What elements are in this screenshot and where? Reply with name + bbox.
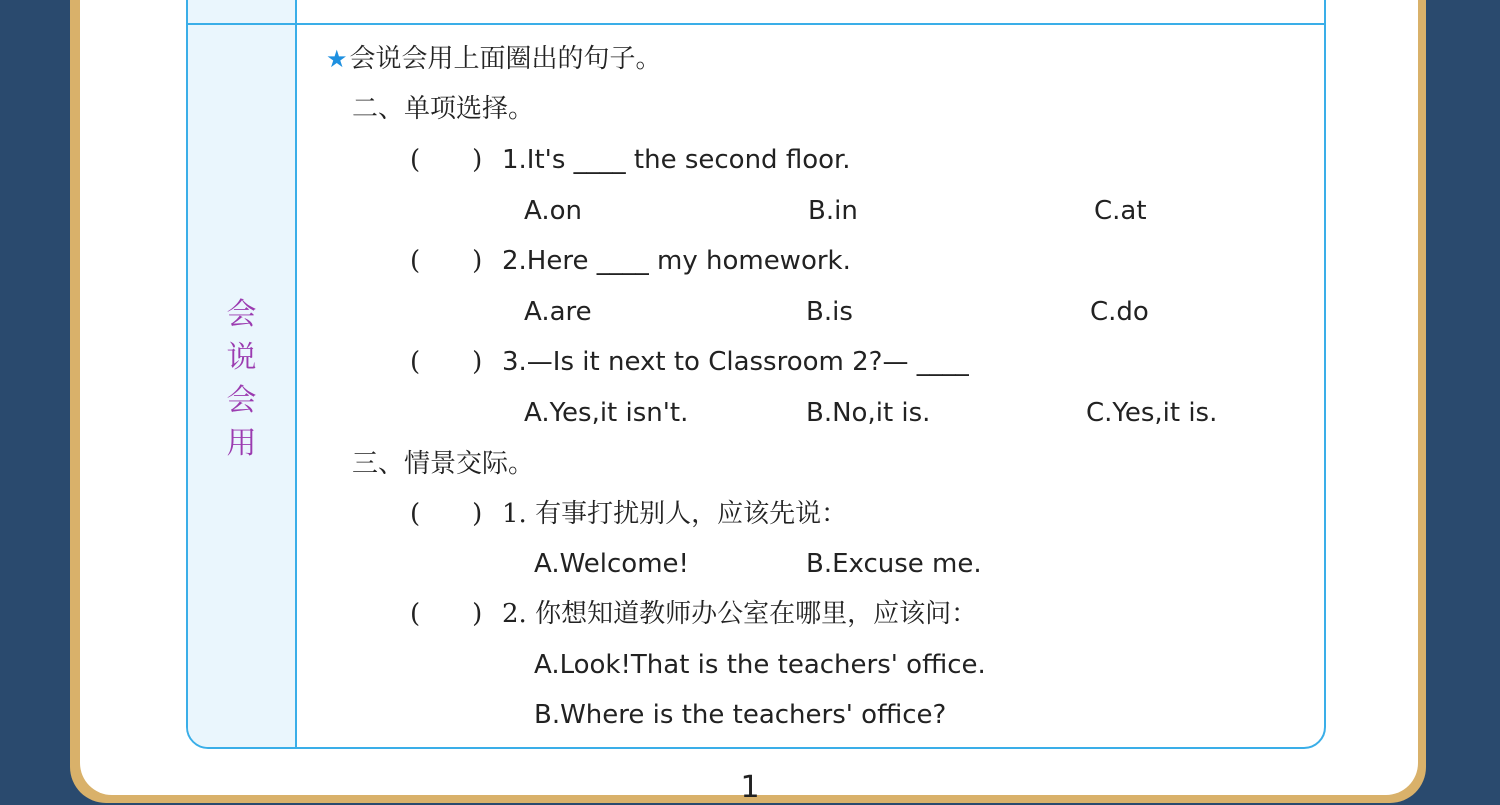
option: B.No,it is. (806, 398, 931, 428)
question-row (410, 499, 847, 529)
answer-bracket[interactable]: ( ) (410, 499, 483, 529)
option: A.Look!That is the teachers' office. (534, 650, 986, 680)
speaking-section (186, 23, 1326, 749)
answer-bracket[interactable]: ( ) (410, 347, 483, 377)
option: B.is (806, 297, 853, 327)
option: C.do (1090, 297, 1149, 327)
answer-bracket[interactable]: ( ) (410, 599, 483, 629)
question-stem: 1.It's ____ the second floor. (502, 145, 851, 175)
option: C.at (1094, 196, 1147, 226)
section-label (188, 293, 295, 465)
intro-text: 会说会用上面圈出的句子。 (349, 44, 662, 74)
label-char: 会 (226, 383, 257, 418)
question-stem: 2.Here ____ my homework. (502, 246, 851, 276)
answer-bracket[interactable]: ( ) (410, 246, 483, 276)
question-row (410, 246, 851, 276)
question-stem: 3.—Is it next to Classroom 2?— ____ (502, 347, 969, 377)
section3-heading: 三、情景交际。 (352, 449, 535, 479)
option: B.in (808, 196, 858, 226)
option: A.on (524, 196, 582, 226)
option: A.Yes,it isn't. (524, 398, 689, 428)
question-row (410, 347, 969, 377)
star-icon: ★ (326, 45, 348, 73)
option: C.Yes,it is. (1086, 398, 1218, 428)
intro-line (326, 44, 662, 74)
label-char: 用 (226, 426, 257, 461)
answer-bracket[interactable]: ( ) (410, 145, 483, 175)
section2-heading: 二、单项选择。 (352, 94, 535, 124)
question-row (410, 599, 977, 629)
option: B.Where is the teachers' office? (534, 700, 947, 730)
question-row (410, 145, 851, 175)
question-stem: 2. 你想知道教师办公室在哪里，应该问： (502, 599, 978, 629)
option: A.are (524, 297, 592, 327)
previous-side-column (188, 0, 297, 24)
page-number: 1 (740, 770, 760, 805)
question-stem: 1. 有事打扰别人，应该先说： (502, 499, 848, 529)
option: A.Welcome! (534, 549, 689, 579)
previous-table-section (186, 0, 1326, 24)
label-char: 会 (226, 297, 257, 332)
option: B.Excuse me. (806, 549, 982, 579)
section-side-column (188, 25, 297, 747)
label-char: 说 (226, 340, 257, 375)
